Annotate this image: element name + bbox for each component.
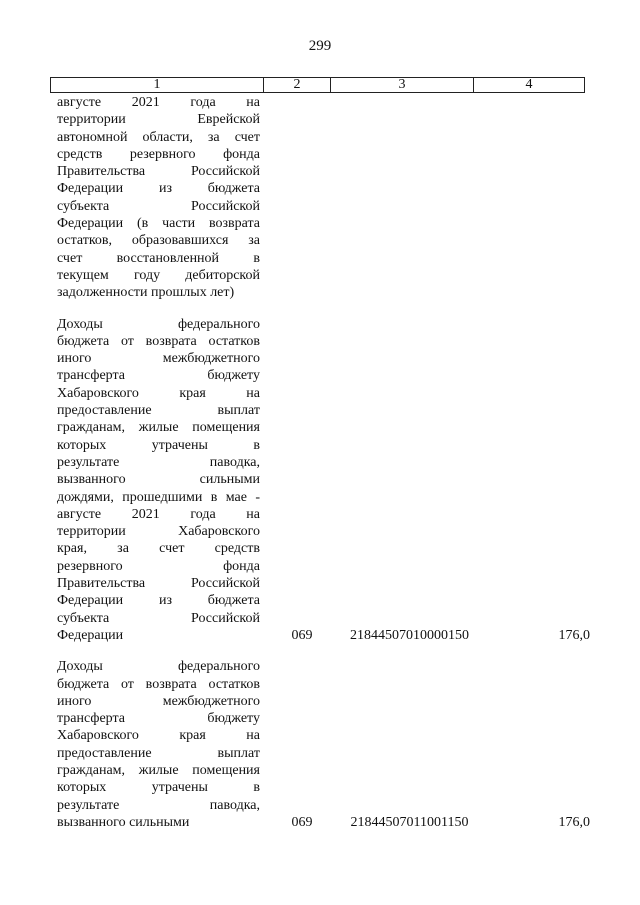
description-line: предоставление выплат [57,403,260,419]
description-line: вызванного сильными [57,814,190,830]
description-line: автономной области, за счет [57,129,260,145]
description-line: августе 2021 года на [57,95,260,110]
column-header-3: 3 [331,78,474,92]
description-line: территории Еврейской [57,112,260,128]
description-line: бюджета от возврата остатков [57,676,260,692]
budget-classification-code: 21844507011001150 [350,815,469,831]
budget-classification-code: 21844507010000150 [350,628,469,644]
description-line: вызванного сильными [57,472,260,488]
description-line: бюджета от возврата остатков [57,333,260,349]
description-line: края, за счет средств [57,541,260,557]
description-line: которых утрачены в [57,780,260,796]
description-line: трансферта бюджету [57,711,260,727]
description-line: остатков, образовавшихся за [57,233,260,249]
description-line: которых утрачены в [57,437,260,453]
description-line: гражданам, жилые помещения [57,420,260,436]
amount: 176,0 [558,815,590,831]
table-header [50,77,585,93]
description-line: Федерации из бюджета [57,181,260,197]
table-row [57,658,597,831]
description-line: иного межбюджетного [57,351,260,367]
column-header-2: 2 [264,78,331,92]
amount: 176,0 [558,628,590,644]
row-description [57,94,260,302]
description-line: территории Хабаровского [57,524,260,540]
row-description [57,658,260,831]
description-line: субъекта Российской [57,610,260,626]
description-line: текущем году дебиторской [57,267,260,283]
description-line: Правительства Российской [57,164,260,180]
description-line: Правительства Российской [57,576,260,592]
description-line: Доходы федерального [57,316,260,332]
description-line: субъекта Российской [57,198,260,214]
page-number: 299 [308,38,332,54]
description-line: счет восстановленной в [57,250,260,266]
description-line: августе 2021 года на [57,506,260,522]
description-line: Хабаровского края на [57,385,260,401]
description-line: результате паводка, [57,797,260,813]
description-line: иного межбюджетного [57,693,260,709]
description-line: Федерации [57,627,124,643]
description-line: результате паводка, [57,454,260,470]
admin-code: 069 [291,628,313,644]
description-line: дождями, прошедшими в мае - [57,489,260,505]
table-body [57,94,597,845]
row-description [57,316,260,645]
description-line: Доходы федерального [57,659,260,675]
admin-code: 069 [291,815,313,831]
description-line: трансферта бюджету [57,368,260,384]
column-header-1: 1 [51,78,264,92]
description-line: средств резервного фонда [57,146,260,162]
description-line: задолженности прошлых лет) [57,285,235,301]
description-line: гражданам, жилые помещения [57,762,260,778]
description-line: Федерации (в части возврата [57,216,260,232]
column-header-4: 4 [525,77,533,92]
description-line: предоставление выплат [57,745,260,761]
table-row [57,94,597,302]
description-line: Федерации из бюджета [57,593,260,609]
table-row [57,316,597,645]
description-line: Хабаровского края на [57,728,260,744]
description-line: резервного фонда [57,558,260,574]
